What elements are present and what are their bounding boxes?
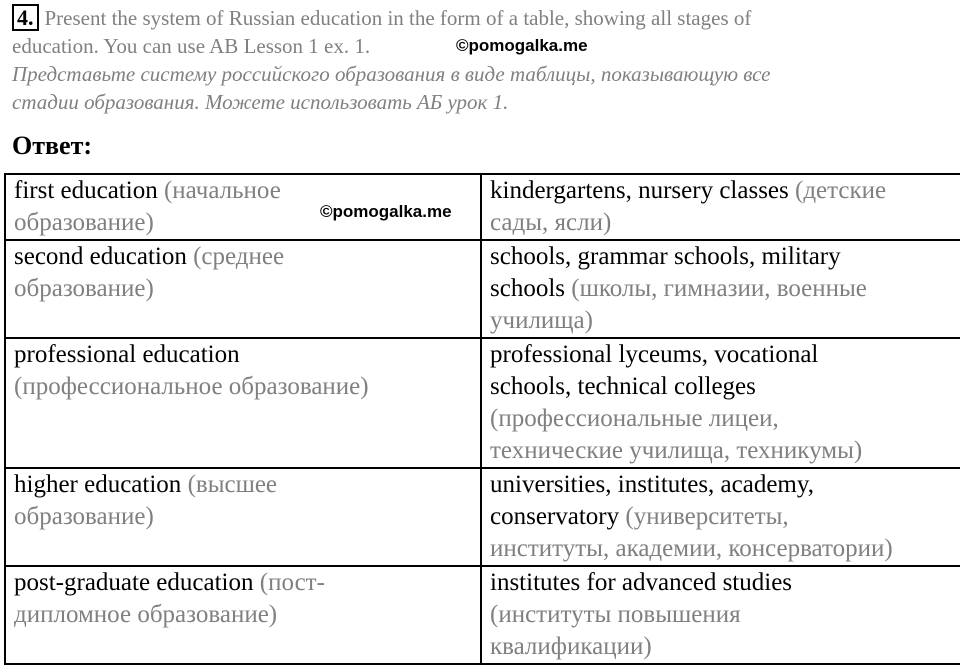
stage-cell — [5, 468, 481, 566]
stage-cell — [5, 338, 481, 468]
russian-translation: технические училища, техникумы) — [490, 437, 863, 464]
cell-line — [14, 339, 474, 371]
russian-translation: образование) — [14, 275, 154, 302]
russian-translation: дипломное образование) — [14, 601, 278, 628]
cell-line — [490, 435, 956, 467]
russian-translation: училища) — [490, 307, 593, 334]
table-row — [5, 566, 960, 664]
english-text: professional education — [14, 341, 240, 368]
russian-translation: (университеты, — [625, 503, 789, 530]
english-text: schools — [490, 275, 572, 302]
cell-line — [14, 469, 474, 501]
stage-cell — [5, 566, 481, 664]
english-text: universities, institutes, academy, — [490, 471, 814, 498]
russian-translation: (среднее — [193, 243, 285, 270]
russian-translation: сады, ясли) — [490, 209, 612, 236]
education-table — [4, 173, 960, 665]
task-instruction-en-line-2: education. You can use AB Lesson 1 ex. 1. — [12, 34, 371, 58]
cell-line — [490, 501, 956, 533]
russian-translation: квалификации) — [490, 633, 652, 660]
english-text: kindergartens, nursery classes — [490, 177, 796, 204]
russian-translation: (профессиональные лицеи, — [490, 405, 779, 432]
task-header — [12, 4, 952, 116]
task-number: 4. — [12, 4, 39, 31]
russian-translation: (начальное — [163, 177, 281, 204]
russian-translation: образование) — [14, 503, 154, 530]
cell-line — [490, 339, 956, 371]
cell-line — [490, 273, 956, 305]
english-text: schools, grammar schools, military — [490, 243, 841, 270]
cell-line — [14, 599, 474, 631]
education-table-body — [5, 174, 960, 664]
cell-line — [490, 599, 956, 631]
task-instruction-en-line-1: 4. Present the system of Russian education in the form of a table, showing all stages of — [12, 4, 952, 32]
cell-line — [490, 305, 956, 337]
english-text: schools, technical colleges — [490, 373, 756, 400]
table-row — [5, 338, 960, 468]
russian-translation: образование) — [14, 209, 154, 236]
table-row — [5, 240, 960, 338]
russian-translation: (детские — [795, 177, 887, 204]
institutions-cell — [481, 338, 960, 468]
institutions-cell — [481, 468, 960, 566]
english-text: institutes for advanced studies — [490, 569, 793, 596]
cell-line — [490, 241, 956, 273]
institutions-cell — [481, 174, 960, 240]
cell-line — [490, 533, 956, 565]
institutions-cell — [481, 566, 960, 664]
cell-line — [14, 567, 474, 599]
cell-line — [490, 567, 956, 599]
stage-cell — [5, 240, 481, 338]
answer-label: Ответ: — [12, 131, 93, 160]
english-text: higher education — [14, 471, 188, 498]
task-instruction-ru-line-2: стадии образования. Можете использовать АБ урок 1. — [12, 90, 509, 114]
russian-translation: институты, академии, консерватории) — [490, 535, 893, 562]
english-text: post-graduate education — [14, 569, 260, 596]
cell-line — [14, 501, 474, 533]
russian-translation: (школы, гимназии, военные — [571, 275, 867, 302]
cell-line — [490, 371, 956, 403]
english-text: conservatory — [490, 503, 626, 530]
cell-line — [490, 469, 956, 501]
cell-line — [14, 273, 474, 305]
russian-translation: (пост- — [259, 569, 325, 596]
russian-translation: (институты повышения — [490, 601, 741, 628]
table-row — [5, 468, 960, 566]
table-row — [5, 174, 960, 240]
cell-line — [490, 207, 956, 239]
watermark: ©pomogalka.me — [320, 202, 452, 221]
english-text: professional lyceums, vocational — [490, 341, 819, 368]
watermark: ©pomogalka.me — [456, 36, 588, 55]
cell-line — [14, 241, 474, 273]
cell-line — [490, 631, 956, 663]
russian-translation: (профессиональное образование) — [14, 373, 369, 400]
english-text: second education — [14, 243, 194, 270]
russian-translation: (высшее — [187, 471, 278, 498]
cell-line — [490, 403, 956, 435]
cell-line — [14, 371, 474, 403]
institutions-cell — [481, 240, 960, 338]
task-instruction-ru-line-1: Представьте систему российского образования в виде таблицы, показывающую все — [12, 62, 771, 86]
cell-line — [490, 175, 956, 207]
english-text: first education — [14, 177, 164, 204]
